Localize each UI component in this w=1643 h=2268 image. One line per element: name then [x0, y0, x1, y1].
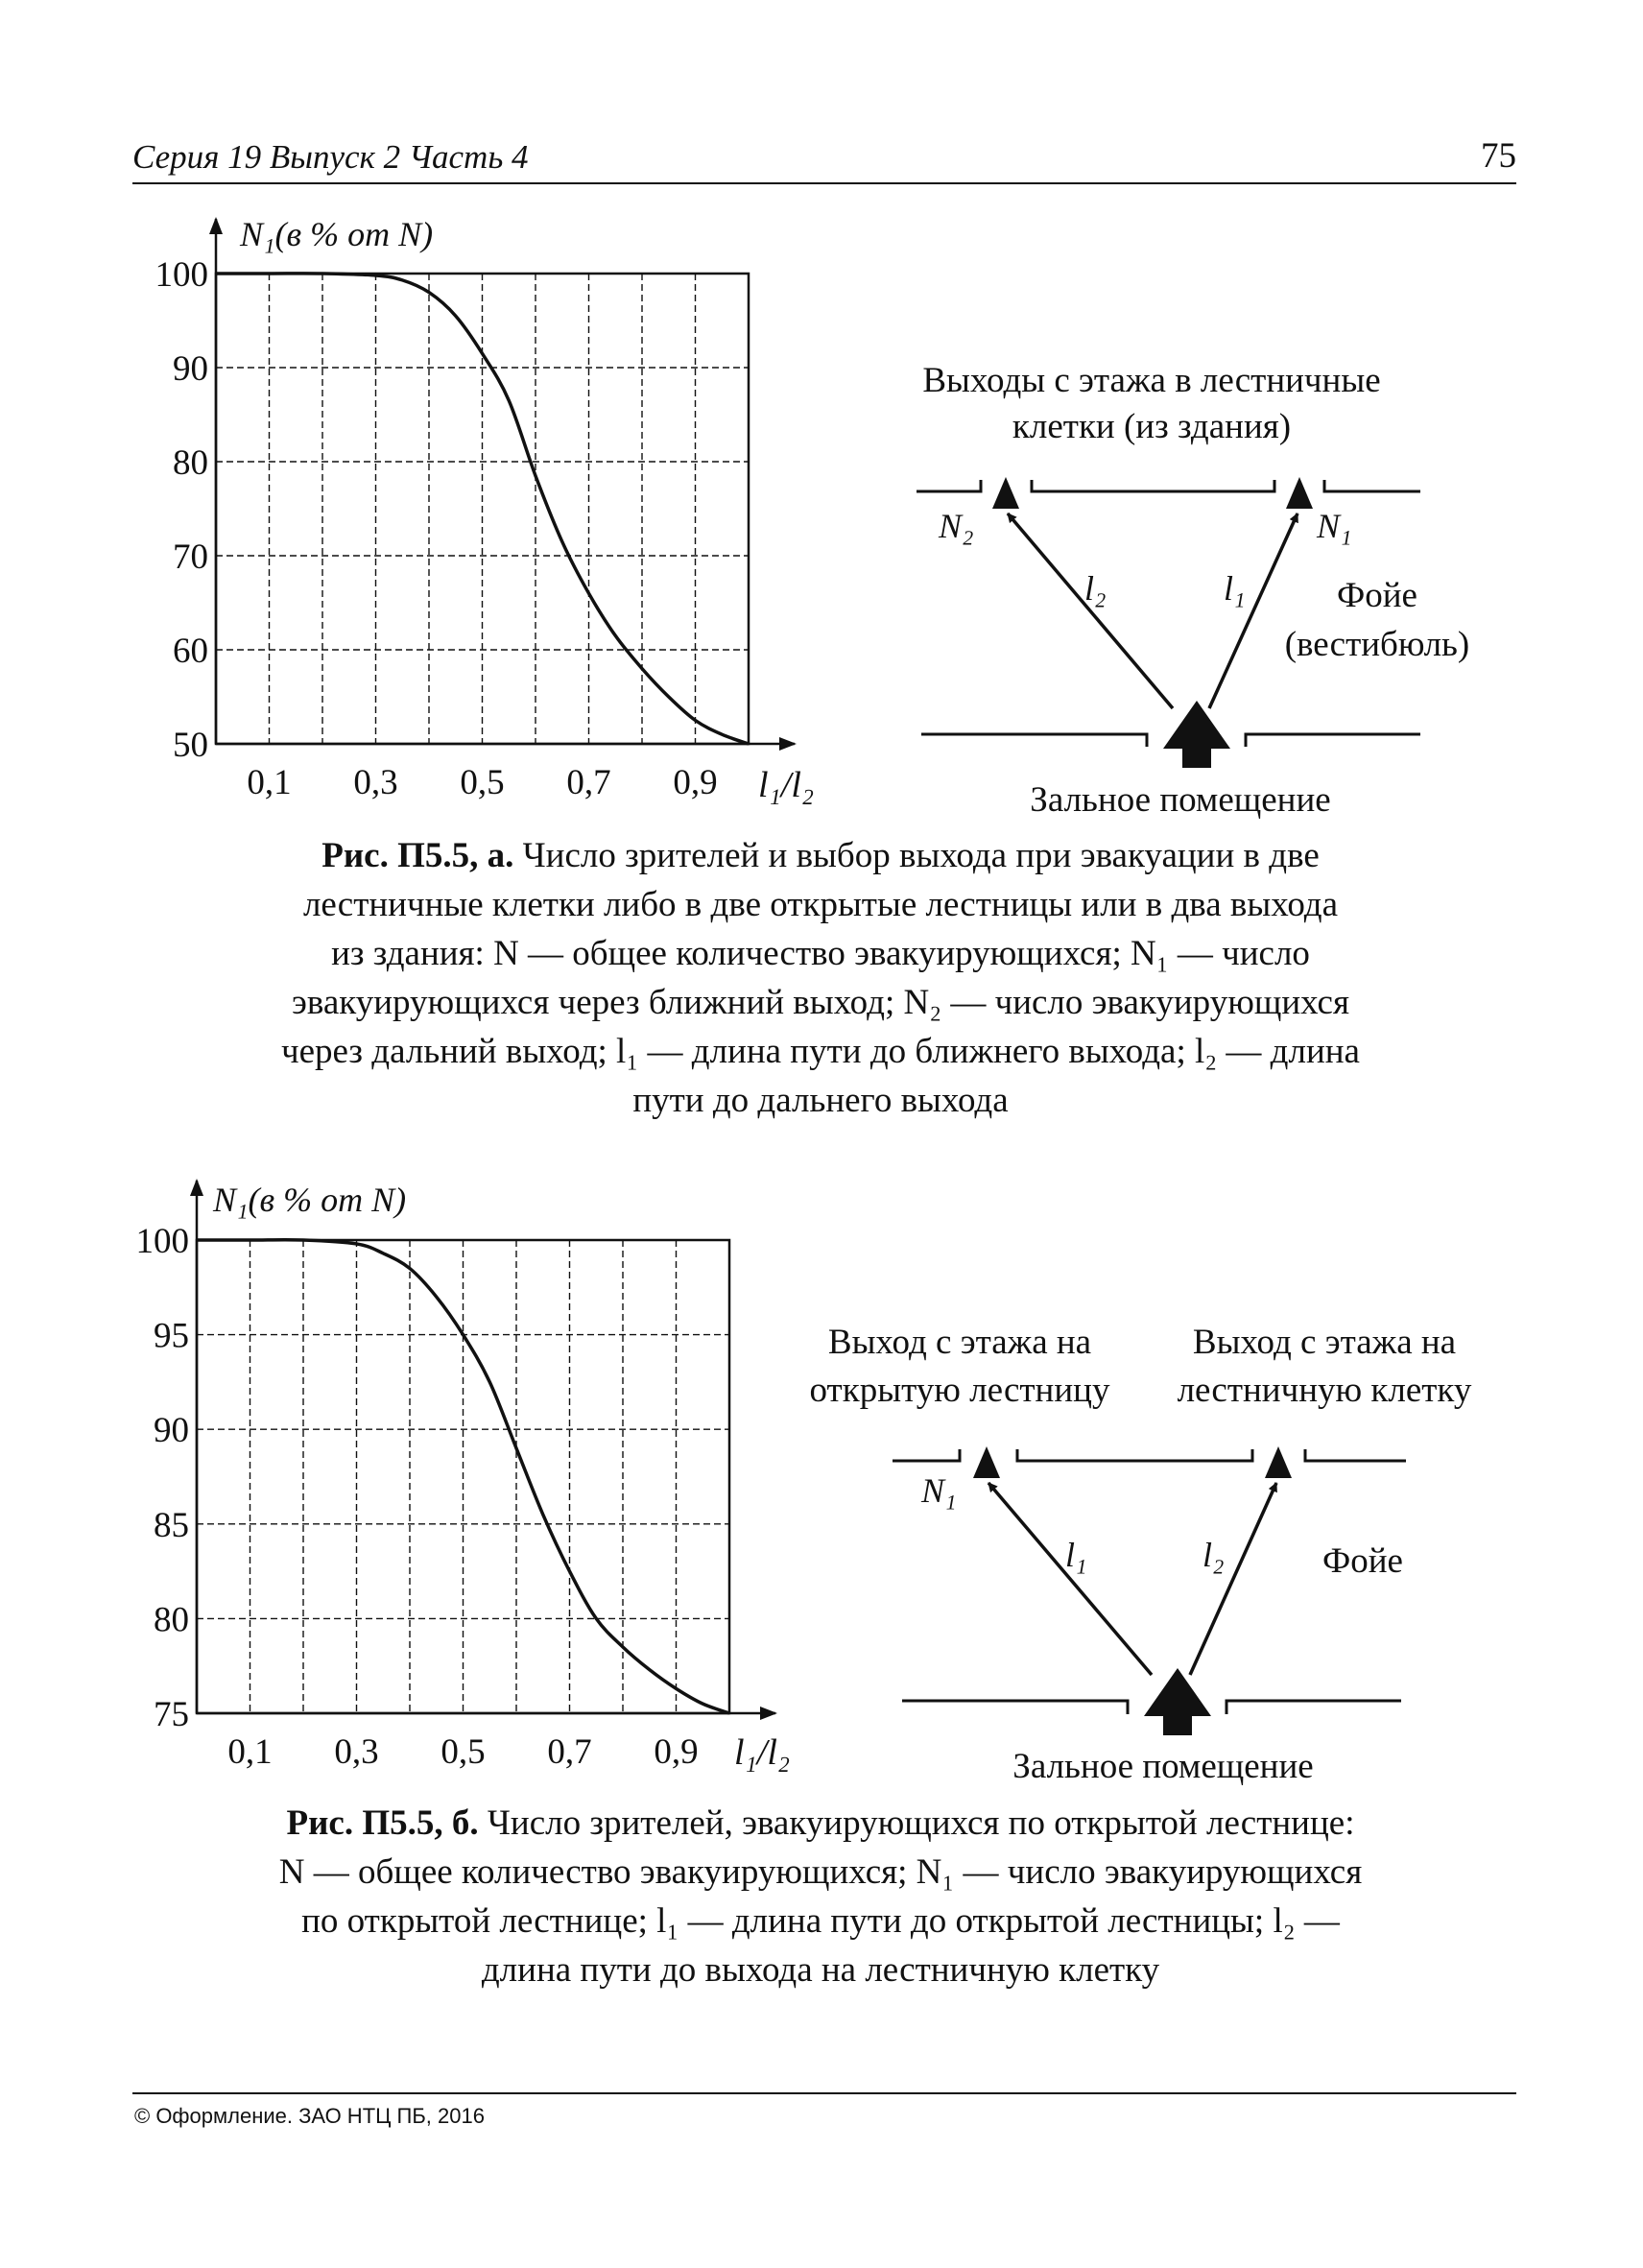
- diagram-b: [810, 1323, 1472, 1786]
- chart-b-y-label: N₁(в % от N): [213, 1181, 407, 1219]
- diagram-b-top-right-1: Выход с этажа на: [1192, 1323, 1457, 1362]
- diagram-b-hall-exit-arrow: [1144, 1668, 1211, 1735]
- diagram-b-exit-left-arrow: [973, 1446, 1000, 1478]
- diagram-b-bottom-label: Зальное помещение: [1012, 1747, 1314, 1786]
- diagram-b-hall-wall-right: [1226, 1701, 1401, 1714]
- diagram-b-exit-left-label: N₁: [921, 1471, 957, 1510]
- y-tick-label: 70: [173, 537, 208, 577]
- series-title: Серия 19 Выпуск 2 Часть 4: [132, 138, 529, 176]
- y-tick-label: 60: [173, 632, 208, 671]
- chart-b: [136, 1179, 791, 1773]
- diagram-b-top-left-2: открытую лестницу: [809, 1371, 1110, 1410]
- footer-rule: [132, 2092, 1516, 2094]
- chart-b-y-ticks: [136, 1222, 190, 1734]
- diagram-a-path-right-label: l₁: [1224, 569, 1246, 608]
- caption-a-label: Рис. П5.5, а.: [321, 836, 514, 875]
- y-tick-label: 100: [135, 1222, 189, 1261]
- x-tick-label: 0,7: [547, 1732, 592, 1772]
- y-tick-label: 100: [155, 255, 208, 295]
- chart-a-x-ticks: [247, 763, 717, 802]
- diagram-a-hall-exit-arrow: [1163, 701, 1230, 768]
- diagram-a-foyer-label-2: (вестибюль): [1284, 625, 1470, 664]
- y-tick-label: 80: [154, 1600, 189, 1640]
- diagram-b-wall-left: [893, 1449, 960, 1461]
- caption-a-line-3: из здания: N — общее количество эвакуирующихся; N₁ — число: [331, 934, 1310, 973]
- caption-a-line-2: лестничные клетки либо в две открытые лестницы или в два выхода: [302, 885, 1339, 924]
- chart-a-y-arrow: [209, 217, 223, 234]
- caption-a-line-5: через дальний выход; l₁ — длина пути до ближнего выхода; l₂ — длина: [281, 1032, 1360, 1071]
- caption-b-label: Рис. П5.5, б.: [286, 1803, 479, 1843]
- caption-a-line-4: эвакуирующихся через ближний выход; N₂ — число эвакуирующихся: [292, 983, 1349, 1022]
- diagram-a: [917, 361, 1469, 820]
- y-tick-label: 50: [173, 726, 208, 765]
- chart-a-x-arrow: [779, 737, 797, 751]
- diagram-b-path-left: [988, 1483, 1152, 1675]
- caption-a-line-1: [144, 831, 1497, 880]
- caption-b-line-1: [144, 1799, 1497, 1848]
- chart-a-x-label: l₁/l₂: [758, 765, 815, 805]
- diagram-a-top-label-1: Выходы с этажа в лестничные: [922, 361, 1381, 400]
- diagram-a-path-right: [1209, 513, 1298, 708]
- caption-b: [144, 1799, 1497, 1994]
- diagram-b-path-right-label: l₂: [1202, 1536, 1225, 1574]
- caption-b-text-1: Число зрителей, эвакуирующихся по открытой лестнице:: [478, 1803, 1355, 1843]
- chart-b-x-label: l₁/l₂: [734, 1732, 791, 1773]
- diagram-b-wall-right: [1305, 1449, 1406, 1461]
- caption-a-line-6: пути до дальнего выхода: [632, 1081, 1009, 1120]
- chart-a-y-label: N₁(в % от N): [240, 215, 434, 253]
- diagram-a-hall-wall-right: [1246, 734, 1420, 747]
- diagram-b-foyer-label: Фойе: [1322, 1541, 1403, 1581]
- diagram-a-top-label-2: клетки (из здания): [1012, 407, 1292, 446]
- diagram-a-exit-left-label: N₂: [939, 507, 974, 545]
- x-tick-label: 0,9: [673, 763, 718, 802]
- diagram-b-exit-right-arrow: [1265, 1446, 1292, 1478]
- diagram-b-hall-wall-left: [902, 1701, 1128, 1714]
- diagram-b-wall-middle: [1017, 1449, 1252, 1461]
- x-tick-label: 0,1: [227, 1732, 273, 1772]
- y-tick-label: 95: [154, 1316, 189, 1356]
- chart-a-grid: [216, 274, 749, 744]
- x-tick-label: 0,9: [654, 1732, 699, 1772]
- diagram-a-foyer-label-1: Фойе: [1337, 576, 1417, 615]
- y-tick-label: 80: [173, 443, 208, 483]
- x-tick-label: 0,5: [441, 1732, 486, 1772]
- x-tick-label: 0,3: [353, 763, 398, 802]
- chart-b-x-arrow: [760, 1707, 777, 1720]
- chart-b-y-arrow: [190, 1179, 203, 1196]
- y-tick-label: 75: [154, 1695, 189, 1734]
- x-tick-label: 0,1: [247, 763, 292, 802]
- caption-b-line-2: N — общее количество эвакуирующихся; N₁ — число эвакуирующихся: [278, 1852, 1363, 1892]
- diagram-a-wall-right: [1324, 480, 1420, 491]
- page-number: 75: [1481, 136, 1516, 176]
- chart-b-grid: [197, 1240, 729, 1713]
- diagram-b-top-right-2: лестничную клетку: [1177, 1371, 1472, 1410]
- chart-a-y-ticks: [155, 255, 209, 765]
- diagram-a-hall-wall-left: [921, 734, 1147, 747]
- diagram-b-path-left-label: l₁: [1065, 1536, 1087, 1574]
- diagram-b-path-right: [1190, 1483, 1276, 1675]
- diagram-a-wall-middle: [1032, 480, 1274, 491]
- x-tick-label: 0,7: [566, 763, 611, 802]
- diagram-a-wall-left: [917, 480, 981, 491]
- y-tick-label: 90: [173, 349, 208, 389]
- caption-b-line-4: длина пути до выхода на лестничную клетку: [481, 1950, 1160, 1990]
- diagram-a-path-left-label: l₂: [1084, 569, 1107, 608]
- x-tick-label: 0,5: [460, 763, 505, 802]
- y-tick-label: 85: [154, 1505, 189, 1545]
- diagram-a-path-left: [1008, 513, 1173, 708]
- diagram-b-top-left-1: Выход с этажа на: [827, 1323, 1092, 1362]
- caption-a: [144, 831, 1497, 1125]
- diagram-a-exit-right-arrow: [1286, 477, 1313, 509]
- diagram-a-exit-left-arrow: [992, 477, 1019, 509]
- x-tick-label: 0,3: [334, 1732, 379, 1772]
- chart-a: [155, 215, 815, 805]
- caption-a-text-1: Число зрителей и выбор выхода при эвакуации в две: [513, 836, 1320, 875]
- caption-b-line-3: по открытой лестнице; l₁ — длина пути до открытой лестницы; l₂ —: [301, 1901, 1340, 1941]
- diagram-a-exit-right-label: N₁: [1317, 507, 1352, 545]
- chart-b-x-ticks: [227, 1732, 698, 1772]
- diagram-a-bottom-label: Зальное помещение: [1030, 780, 1331, 820]
- footer-copyright: © Оформление. ЗАО НТЦ ПБ, 2016: [134, 2104, 485, 2128]
- y-tick-label: 90: [154, 1411, 189, 1451]
